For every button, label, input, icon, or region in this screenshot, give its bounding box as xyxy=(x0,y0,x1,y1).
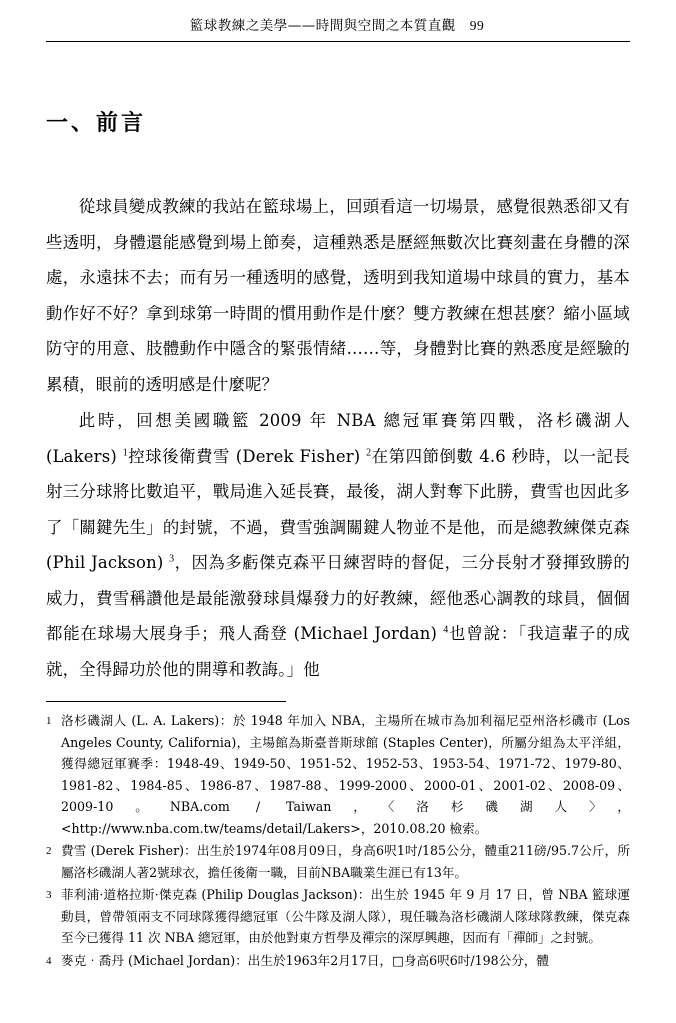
header-title: 籃球教練之美學——時間與空間之本質直觀 xyxy=(189,18,456,34)
para2-seg3: 在第四節倒數 4.6 秒時，以一記長射三分球將比數追平，戰局進入延長賽，最後，湖人對奪下此勝，費雪也因此多了「關鍵先生」的封號，不過，費雪強調關鍵人物並不是他，而是總教練傑克森 (Phil Jackson) xyxy=(46,446,630,572)
footnote-item xyxy=(46,884,630,949)
footnote-item xyxy=(46,840,630,883)
paragraph-1: 從球員變成教練的我站在籃球場上，回頭看這一切場景，感覺很熟悉卻又有些透明，身體還能感覺到場上節奏，這種熟悉是歷經無數次比賽刻畫在身體的深處，永遠抹不去；而有另一種透明的感覺，透明到我知道場中球員的實力，基本動作好不好？拿到球第一時間的慣用動作是什麼？雙方教練在想甚麼？縮小區域防守的用意、肢體動作中隱含的緊張情緒……等，身體對比賽的熟悉度是經驗的累積，眼前的透明感是什麼呢？ xyxy=(46,197,630,394)
footnote-text: 菲利浦·道格拉斯·傑克森 (Philip Douglas Jackson)：出生於 1945 年 9 月 17 日，曾 NBA 籃球運動員，曾帶領兩支不同球隊獲得總冠軍（公牛隊及湖人隊），現任職為洛杉磯湖人隊球隊教練，傑克森至今已獲得 11 次 NBA 總冠軍，由於他對東方哲學及禪宗的深厚興趣，因而有「禪師」之封號。 xyxy=(61,887,630,945)
footnote-text: 洛杉磯湖人 (L. A. Lakers)：於 1948 年加入 NBA，主場所在城市為加利福尼亞州洛杉磯市 (Los Angeles County, California)，主場館為斯臺普斯球館 (Staples Center)，所屬分組為太平洋組，獲得總冠軍賽季：1948-49、1949-50、1951-52、1952-53、1953-54、1971-72、1979-80、1981-82、1984-85、1986-87、1987-88、1999-2000、2000-01、2001-02、2008-09、2009-10。NBA.com / Taiwan，〈洛杉磯湖人〉，<http://www.nba.com.tw/teams/detail/Lakers>，2010.08.20 檢索。 xyxy=(61,713,630,836)
running-header xyxy=(46,14,630,34)
footnote-list xyxy=(46,710,630,972)
header-divider xyxy=(46,41,630,42)
footnote-number: 1 xyxy=(46,715,52,727)
para2-seg1: 此時，回想美國職籃 2009 年 NBA 總冠軍賽第四戰，洛杉磯湖人 (Lakers) xyxy=(46,411,630,466)
footnote-item xyxy=(46,710,630,839)
footnote-ref-1[interactable]: 1 xyxy=(122,447,128,459)
footnote-ref-3[interactable]: 3 xyxy=(169,553,175,565)
section-heading: 一、前言 xyxy=(46,110,147,136)
para2-seg4: ，因為多虧傑克森平日練習時的督促，三分長射才發揮致勝的威力，費雪稱讚他是最能激發球員爆發力的好教練，經他悉心調教的球員，個個都能在球場大展身手；飛人喬登 (Michael Jordan) xyxy=(46,553,630,643)
footnote-text: 麥克‧喬丹 (Michael Jordan)：出生於1963年2月17日，□身高6呎6吋/198公分，體 xyxy=(61,952,550,968)
footnote-number: 3 xyxy=(46,889,52,901)
footnote-number: 4 xyxy=(46,954,52,967)
body-text xyxy=(46,189,630,687)
footnote-item xyxy=(46,950,630,973)
paragraph-2 xyxy=(46,403,630,687)
footnote-text: 費雪 (Derek Fisher)：出生於1974年08月09日，身高6呎1吋/185公分，體重211磅/95.7公斤，所屬洛杉磯湖人著2號球衣，擔任後衛一職，目前NBA職業生涯已有13年。 xyxy=(61,843,630,880)
footnote-ref-4[interactable]: 4 xyxy=(443,624,449,636)
footnote-divider xyxy=(46,701,286,702)
footnote-number: 2 xyxy=(46,845,52,857)
page-number: 99 xyxy=(469,18,485,33)
para2-seg2: 控球後衛費雪 (Derek Fisher) xyxy=(127,446,367,466)
footnote-ref-2[interactable]: 2 xyxy=(366,447,372,459)
para2-seg5: 也曾說：「我這輩子的成就，全得歸功於他的開導和教誨。」他 xyxy=(46,624,631,679)
